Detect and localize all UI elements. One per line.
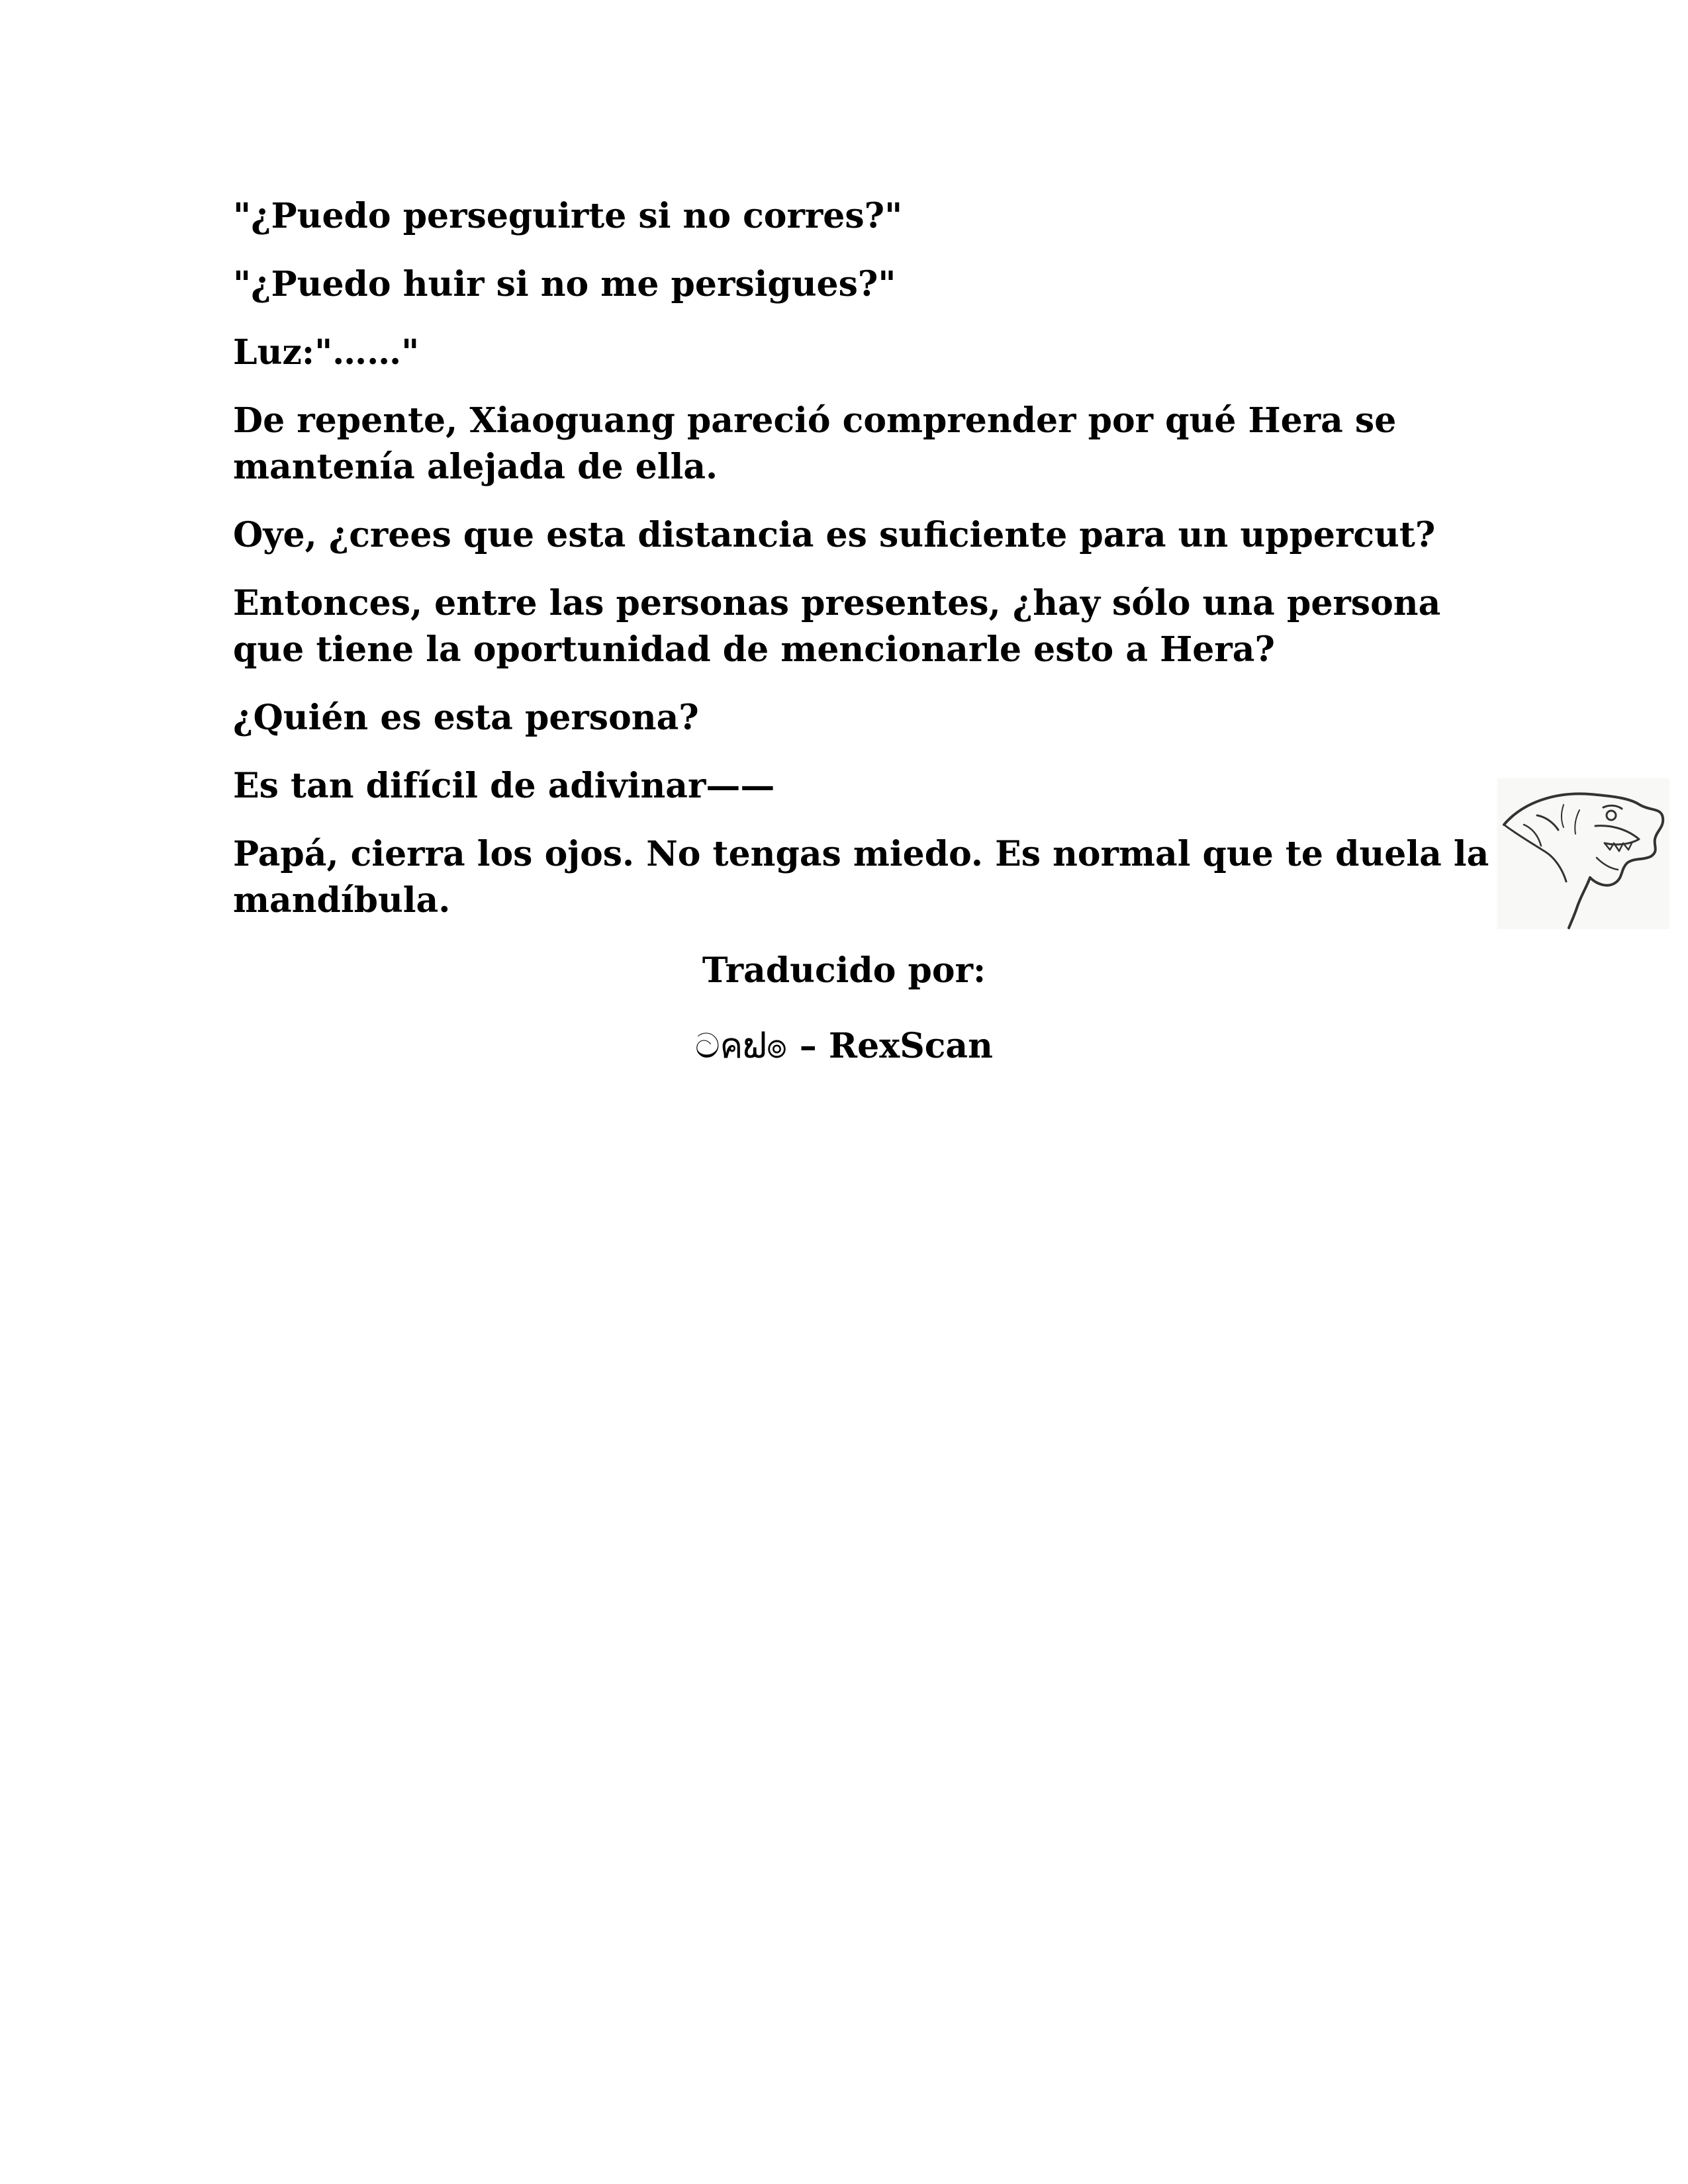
paragraph: Oye, ¿crees que esta distancia es suficiente para un uppercut? [233, 515, 1436, 555]
paragraph: Es tan difícil de adivinar—— [233, 766, 775, 806]
dinosaur-head-icon [1497, 778, 1669, 929]
paragraph: "¿Puedo perseguirte si no corres?" [233, 196, 903, 236]
paragraph: Papá, cierra los ojos. No tengas miedo. Es normal que te duela la mandíbula. [233, 834, 1489, 921]
translator-credit [0, 1023, 1688, 1069]
paragraph: "¿Puedo huir si no me persigues?" [233, 264, 896, 304]
translated-by-label: Traducido por: [702, 950, 986, 991]
translator-alias: ටคຟ๏ [695, 1026, 788, 1066]
paragraph: Entonces, entre las personas presentes, ¿hay sólo una persona que tiene la oportunidad de mencionarle esto a Hera? [233, 583, 1441, 670]
paragraph: Luz:"……" [233, 332, 420, 373]
story-text [233, 193, 1491, 946]
group-name: RexScan [828, 1026, 993, 1066]
credits [0, 948, 1688, 1099]
paragraph: ¿Quién es esta persona? [233, 698, 699, 738]
paragraph: De repente, Xiaoguang pareció comprender por qué Hera se mantenía alejada de ella. [233, 400, 1397, 487]
credit-separator: – [787, 1026, 829, 1066]
